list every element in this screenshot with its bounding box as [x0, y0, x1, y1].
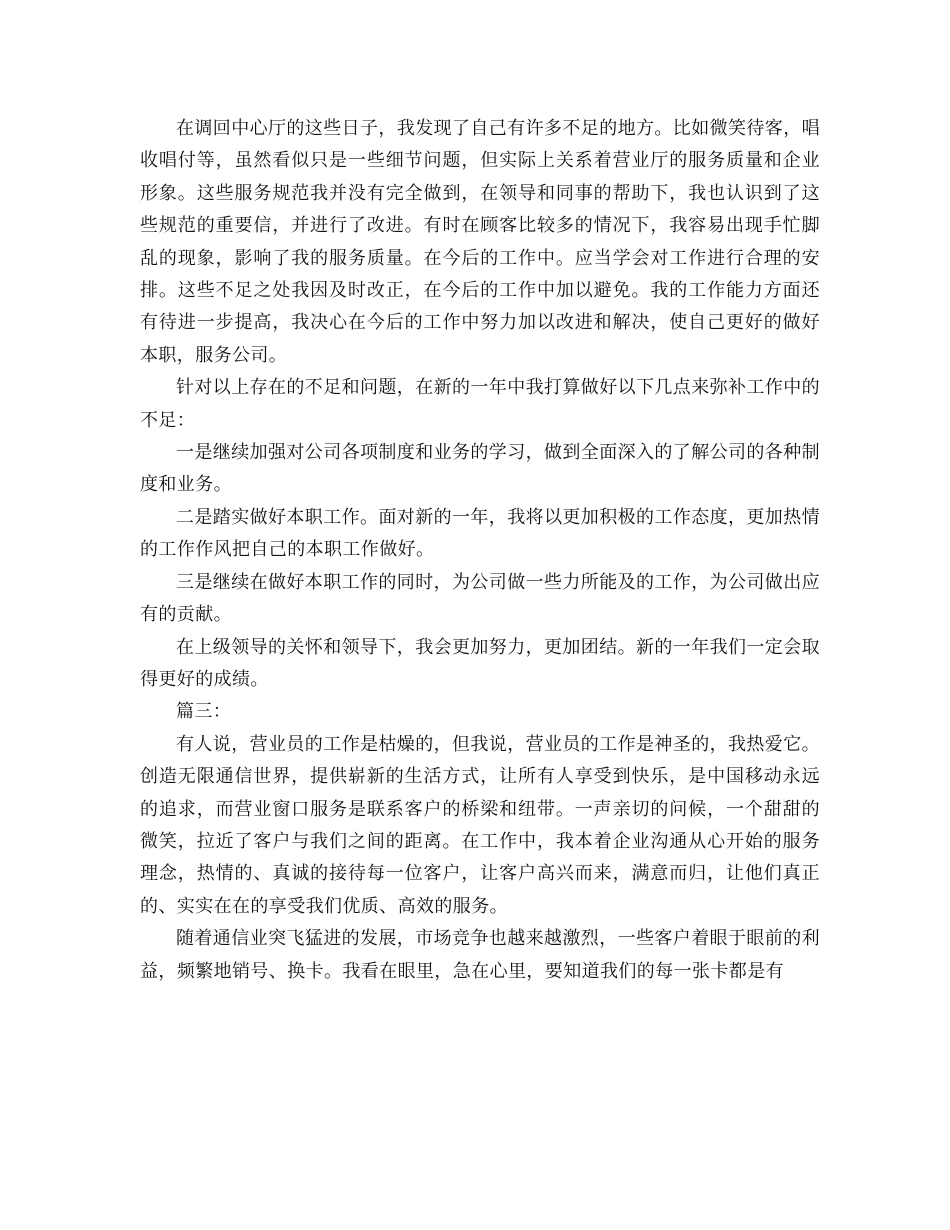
- paragraph-self-reflection: 在调回中心厅的这些日子，我发现了自己有许多不足的地方。比如微笑待客，唱收唱付等，虽然看似只是一些细节问题，但实际上关系着营业厅的服务质量和企业形象。这些服务规范我并没有完全做到，在领导和同事的帮助下，我也认识到了这些规范的重要信，并进行了改进。有时在顾客比较多的情况下，我容易出现手忙脚乱的现象，影响了我的服务质量。在今后的工作中。应当学会对工作进行合理的安排。这些不足之处我因及时改正，在今后的工作中加以避免。我的工作能力方面还有待进一步提高，我决心在今后的工作中努力加以改进和解决，使自己更好的做好本职，服务公司。: [140, 118, 820, 366]
- document-page: [140, 113, 820, 988]
- paragraph-point-three: 三是继续在做好本职工作的同时，为公司做一些力所能及的工作，为公司做出应有的贡献。: [140, 571, 820, 626]
- paragraph-improvement-plan: 针对以上存在的不足和问题，在新的一年中我打算做好以下几点来弥补工作中的不足：: [140, 377, 820, 431]
- paragraph-point-two: 二是踏实做好本职工作。面对新的一年，我将以更加积极的工作态度，更加热情的工作作风把自己的本职工作做好。: [140, 506, 820, 561]
- paragraph-section-three-intro: 有人说，营业员的工作是枯燥的，但我说，营业员的工作是神圣的，我热爱它。创造无限通信世界，提供崭新的生活方式，让所有人享受到快乐，是中国移动永远的追求，而营业窗口服务是联系客户的桥梁和纽带。一声亲切的问候，一个甜甜的微笑，拉近了客户与我们之间的距离。在工作中，我本着企业沟通从心开始的服务理念，热情的、真诚的接待每一位客户，让客户高兴而来，满意而归，让他们真正的、实实在在的享受我们优质、高效的服务。: [140, 733, 820, 917]
- paragraph-market-competition: 随着通信业突飞猛进的发展，市场竞争也越来越激烈，一些客户着眼于眼前的利益，频繁地销号、换卡。我看在眼里，急在心里，要知道我们的每一张卡都是有: [140, 928, 820, 982]
- section-heading: 篇三：: [176, 701, 232, 723]
- paragraph-point-one: 一是继续加强对公司各项制度和业务的学习，做到全面深入的了解公司的各种制度和业务。: [140, 442, 820, 496]
- paragraph-closing: 在上级领导的关怀和领导下，我会更加努力，更加团结。新的一年我们一定会取得更好的成绩。: [140, 636, 820, 690]
